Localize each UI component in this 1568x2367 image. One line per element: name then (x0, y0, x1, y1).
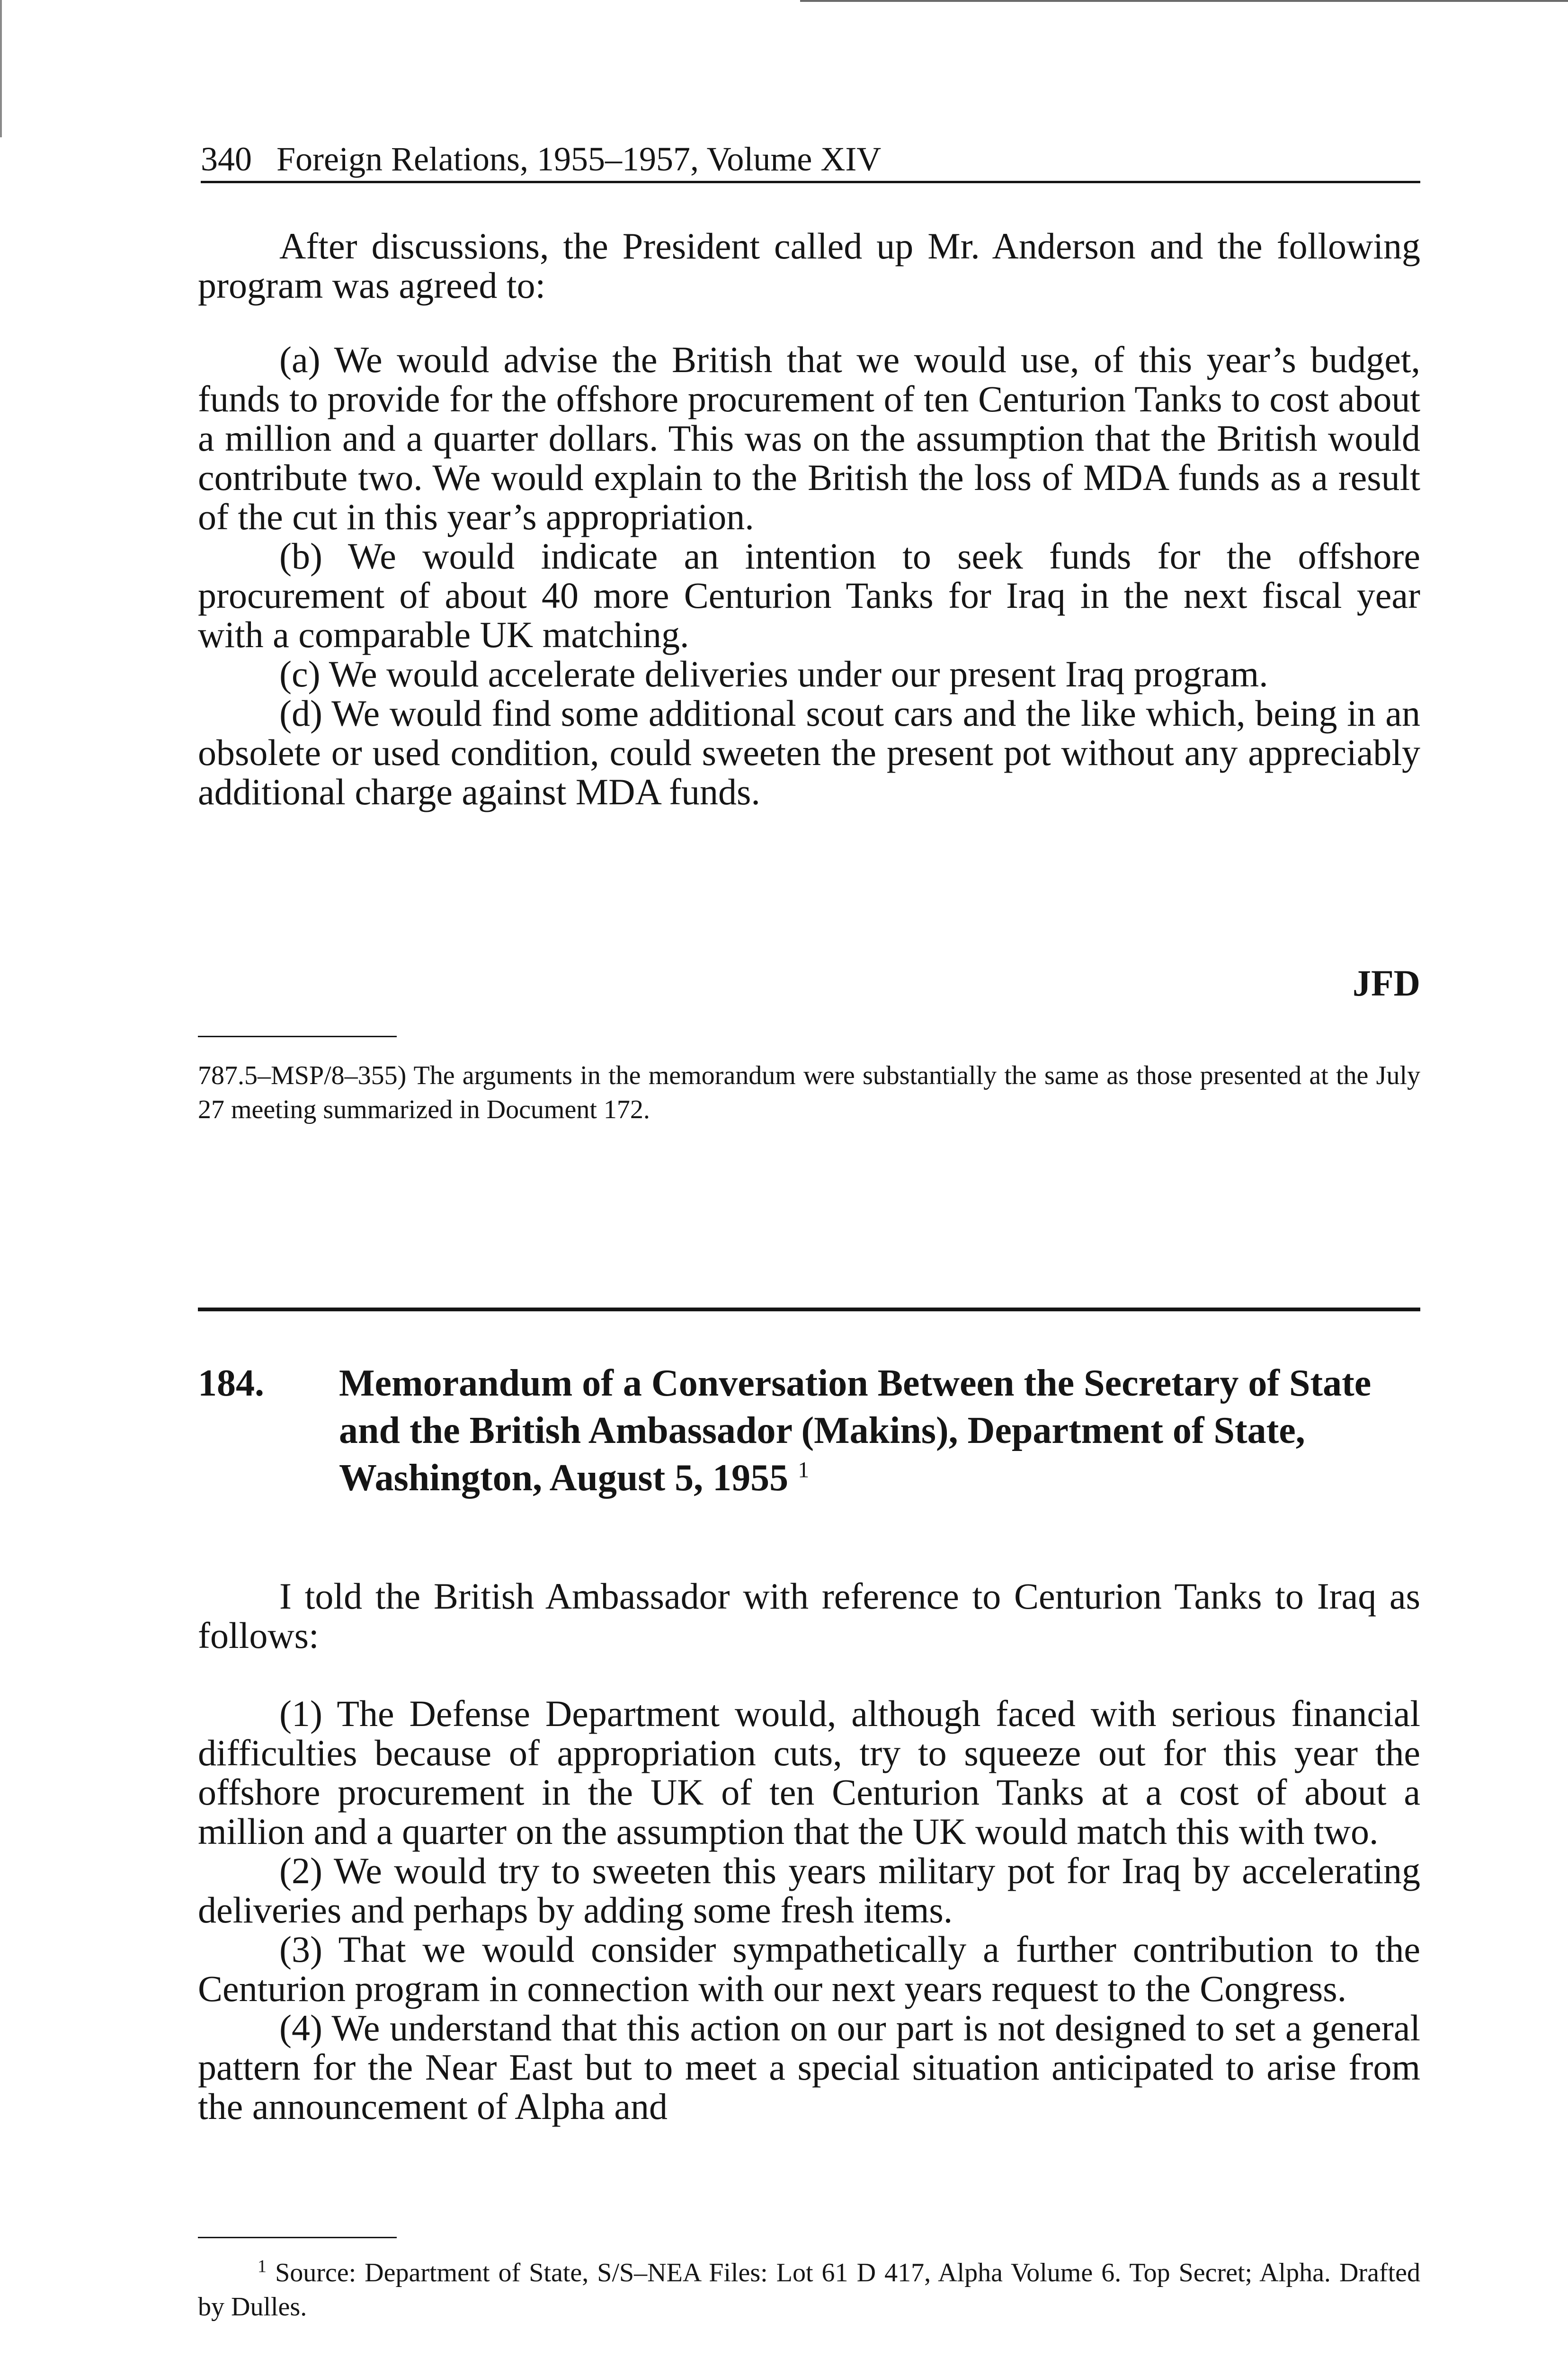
first-document-intro (198, 226, 1420, 305)
conversation-point-2: (2) We would try to sweeten this years military pot for Iraq by accelerating deliveries and perhaps by adding some fresh items. (198, 1850, 1420, 1931)
source-footnote-text: Source: Department of State, S/S–NEA Files: Lot 61 D 417, Alpha Volume 6. Top Secret; Alpha. Drafted by Dulles. (198, 2258, 1420, 2322)
title-footnote-marker: 1 (798, 1457, 810, 1483)
program-item-d: (d) We would find some additional scout cars and the like which, being in an obsolete or used condition, could sweeten the present pot without any appreciably additional charge against MDA funds. (198, 693, 1420, 812)
document-separator-rule (198, 1308, 1420, 1311)
signature-initials: JFD (1353, 962, 1420, 1004)
first-document-program-list (198, 340, 1420, 811)
first-footnote-rule (198, 1036, 397, 1037)
conversation-point-4: (4) We understand that this action on our part is not designed to set a general pattern for the Near East but to meet a special situation anticipated to arise from the announcement of Alpha and (198, 2007, 1420, 2127)
running-head-title: Foreign Relations, 1955–1957, Volume XIV (276, 140, 882, 178)
conversation-point-1: (1) The Defense Department would, although faced with serious financial difficulties because of appropriation cuts, try to squeeze out for this year the offshore procurement in the UK of ten Centurion Tanks at a cost of about a million and a quarter on the assumption that the UK would match this with two. (198, 1693, 1420, 1852)
scan-left-edge-line (0, 0, 2, 137)
second-document-intro (198, 1576, 1420, 1655)
running-head (201, 137, 1420, 183)
source-footnote-marker: 1 (258, 2256, 267, 2277)
page-number: 340 (201, 140, 252, 178)
document-title (339, 1360, 1420, 1502)
document-title-text: Memorandum of a Conversation Between the Secretary of State and the British Ambassador (Makins), Department of State, Washington, August 5, 1955 (339, 1362, 1372, 1499)
scan-top-edge-line (800, 0, 1568, 2)
second-document-points-list (198, 1694, 1420, 2126)
first-intro-paragraph: After discussions, the President called up Mr. Anderson and the following program was agreed to: (198, 225, 1420, 306)
second-footnote-rule (198, 2237, 397, 2238)
program-item-a: (a) We would advise the British that we would use, of this year’s budget, funds to provide for the offshore procurement of ten Centurion Tanks to cost about a million and a quarter dollars. This was on the assumption that the British would contribute two. We would explain to the British the loss of MDA funds as a result of the cut in this year’s appropriation. (198, 339, 1420, 537)
conversation-point-3: (3) That we would consider sympathetically a further contribution to the Centurion program in connection with our next years request to the Congress. (198, 1929, 1420, 2009)
program-item-c: (c) We would accelerate deliveries under our present Iraq program. (279, 653, 1268, 694)
document-number: 184. (198, 1362, 264, 1404)
source-footnote (198, 2256, 1420, 2324)
second-intro-paragraph: I told the British Ambassador with reference to Centurion Tanks to Iraq as follows: (198, 1575, 1420, 1656)
first-footnote-continuation: 787.5–MSP/8–355) The arguments in the memorandum were substantially the same as those presented at the July 27 meeting summarized in Document 172. (198, 1061, 1420, 1124)
program-item-b: (b) We would indicate an intention to seek funds for the offshore procurement of about 40 more Centurion Tanks for Iraq in the next fiscal year with a comparable UK matching. (198, 535, 1420, 655)
